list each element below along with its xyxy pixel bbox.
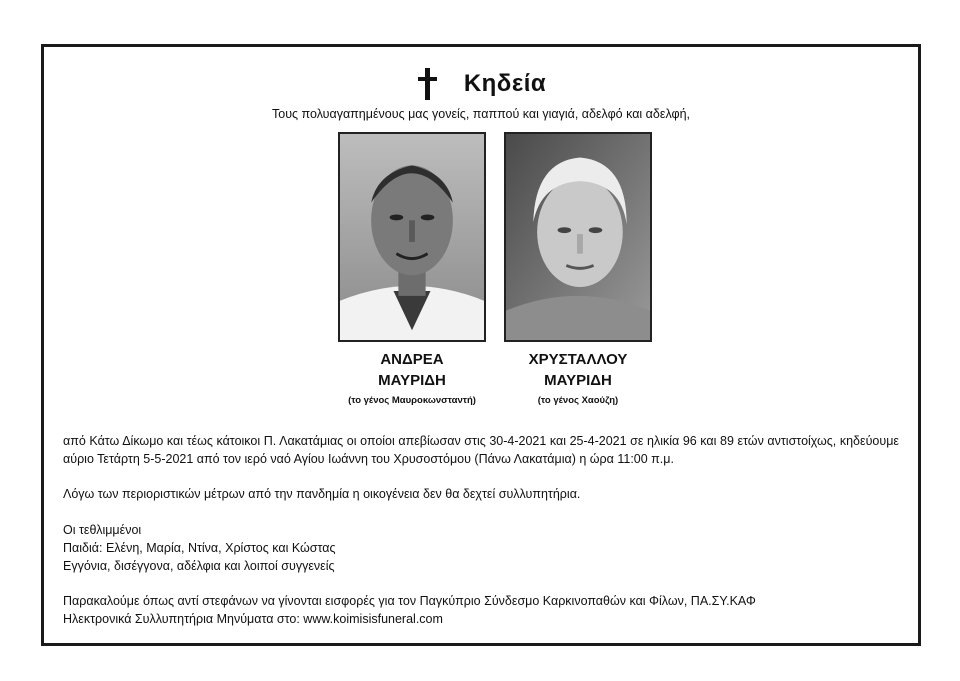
portrait-photo-chrystallou [504, 132, 652, 342]
person-name-andreas [317, 349, 507, 406]
donation-request: Παρακαλούμε όπως αντί στεφάνων να γίνονται εισφορές για τον Παγκύπριο Σύνδεσμο Καρκινοπαθών και Φίλων, ΠΑ.ΣΥ.ΚΑΦ [63, 594, 756, 608]
surname: ΜΑΥΡΙΔΗ [544, 372, 612, 389]
family-origin: (το γένος Μαυροκωνσταντή) [348, 395, 476, 406]
mourners-heading: Οι τεθλιμμένοι [63, 523, 142, 537]
maiden-name: (το γένος Χαούζη) [537, 395, 619, 406]
mourners-children: Παιδιά: Ελένη, Μαρία, Ντίνα, Χρίστος και Κώστας [63, 541, 336, 555]
first-name: ΧΡΥΣΤΑΛΛΟΥ [528, 351, 628, 368]
cross-icon [416, 68, 440, 100]
mourners-list [63, 521, 899, 575]
title-row [44, 67, 918, 101]
surname: ΜΑΥΡΙΔΗ [378, 372, 446, 389]
mourners-relatives: Εγγόνια, δισέγγονα, αδέλφια και λοιποί συγγενείς [63, 559, 335, 573]
intro-text: Τους πολυαγαπημένους μας γονείς, παππού και γιαγιά, αδελφό και αδελφή, [271, 107, 690, 121]
page-title: Κηδεία [463, 70, 547, 97]
condolences-note: Λόγω των περιοριστικών μέτρων από την πανδημία η οικογένεια δεν θα δεχτεί συλλυπητήρια. [63, 487, 581, 501]
online-condolences-link[interactable]: Ηλεκτρονικά Συλλυπητήρια Μηνύματα στο: www.koimisisfuneral.com [63, 612, 443, 626]
funeral-details-paragraph: από Κάτω Δίκωμο και τέως κάτοικοι Π. Λακατάμιας οι οποίοι απεβίωσαν στις 30-4-2021 και 25-4-2021 σε ηλικία 96 και 89 ετών αντιστοίχως, κηδεύουμε αύριο Τετάρτη 5-5-2021 από τον ιερό ναό Αγίου Ιωάννη του Χρυσοστόμου (Πάνω Λακατάμια) η ώρα 11:00 π.μ. [63, 434, 899, 466]
notice-frame [41, 44, 921, 646]
closing-notes [63, 592, 899, 628]
first-name: ΑΝΔΡΕΑ [380, 351, 444, 368]
portrait-photo-andreas [338, 132, 486, 342]
person-name-chrystallou [483, 349, 673, 406]
